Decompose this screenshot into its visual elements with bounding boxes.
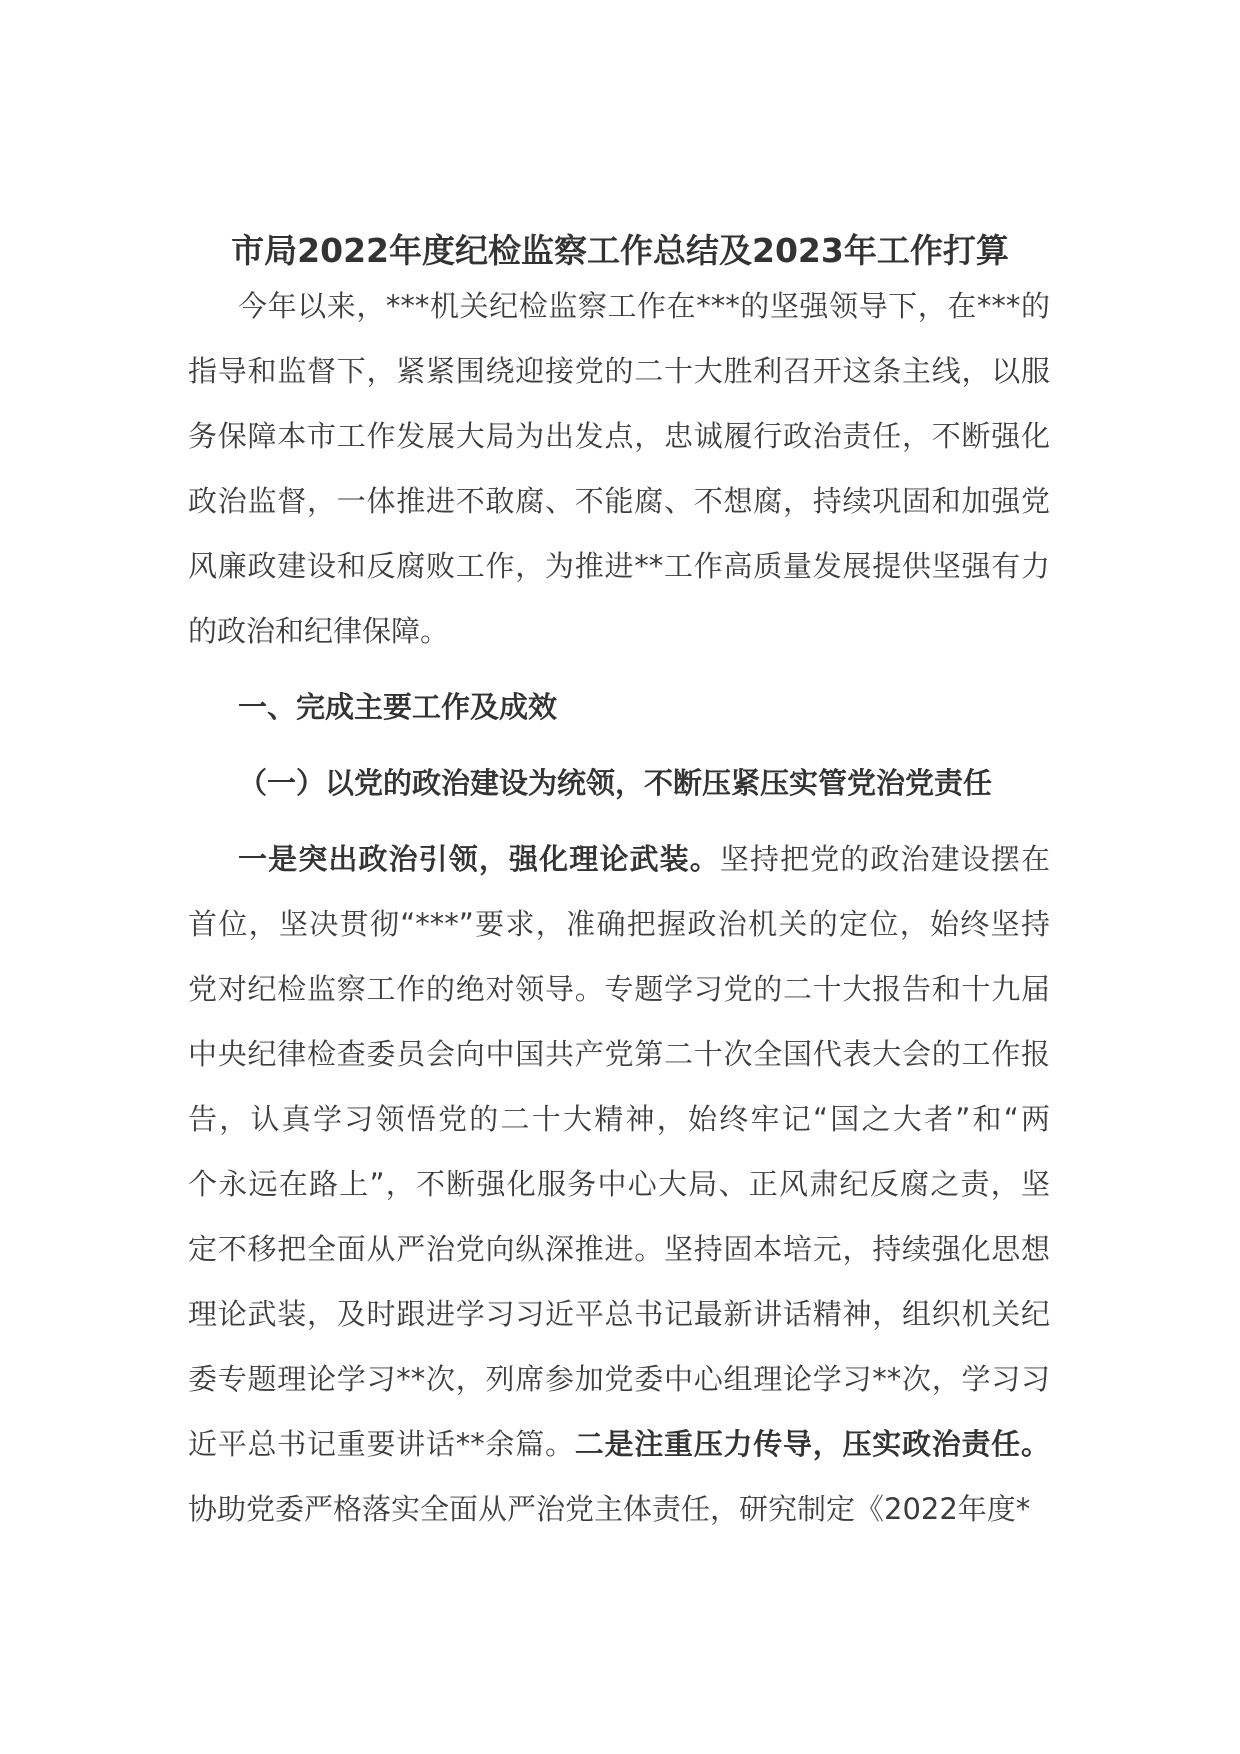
bold-text: 一是突出政治引领，强化理论武装。 — [238, 842, 720, 876]
text-line — [188, 675, 1050, 740]
body-text: 委专题理论学习**次，列席参加党委中心组理论学习**次，学习习 — [188, 1362, 1050, 1396]
text-line — [188, 751, 1050, 816]
body-text: 定不移把全面从严治党向纵深推进。坚持固本培元，持续强化思想 — [188, 1232, 1050, 1266]
text-line — [188, 469, 1050, 534]
body-text: 个永远在路上”，不断强化服务中心大局、正风肃纪反腐之责，坚 — [188, 1167, 1050, 1201]
body-text: 党对纪检监察工作的绝对领导。专题学习党的二十大报告和十九届 — [188, 972, 1050, 1006]
text-line — [188, 1022, 1050, 1087]
paragraph — [188, 827, 1050, 1542]
document-body — [188, 274, 1050, 1542]
document-title: 市局2022年度纪检监察工作总结及2023年工作打算 — [231, 231, 1009, 271]
text-line — [188, 274, 1050, 339]
text-line — [188, 534, 1050, 599]
text-line — [188, 339, 1050, 404]
section-heading — [188, 675, 1050, 740]
text-line — [188, 1217, 1050, 1282]
subsection-heading — [188, 751, 1050, 816]
body-text: 务保障本市工作发展大局为出发点，忠诚履行政治责任，不断强化 — [188, 419, 1050, 453]
text-line — [188, 1152, 1050, 1217]
body-text: 告，认真学习领悟党的二十大精神，始终牢记“国之大者”和“两 — [188, 1102, 1050, 1136]
body-text: 协助党委严格落实全面从严治党主体责任，研究制定《2022年度* — [188, 1492, 1031, 1526]
paragraph — [188, 274, 1050, 664]
text-line — [188, 1412, 1050, 1477]
body-text: 指导和监督下，紧紧围绕迎接党的二十大胜利召开这条主线，以服 — [188, 354, 1050, 388]
text-line — [188, 1282, 1050, 1347]
body-text: 近平总书记重要讲话**余篇。 — [188, 1427, 575, 1461]
body-text: 风廉政建设和反腐败工作，为推进**工作高质量发展提供坚强有力 — [188, 549, 1050, 583]
body-text: 首位，坚决贯彻“***”要求，准确把握政治机关的定位，始终坚持 — [188, 907, 1050, 941]
body-text: 理论武装，及时跟进学习习近平总书记最新讲话精神，组织机关纪 — [188, 1297, 1050, 1331]
text-line — [188, 1347, 1050, 1412]
body-text: 中央纪律检查委员会向中国共产党第二十次全国代表大会的工作报 — [188, 1037, 1050, 1071]
body-text: 坚持把党的政治建设摆在 — [719, 842, 1050, 876]
body-text: 今年以来，***机关纪检监察工作在***的坚强领导下，在***的 — [238, 289, 1050, 323]
bold-text: （一）以党的政治建设为统领，不断压紧压实管党治党责任 — [238, 766, 993, 800]
bold-text: 二是注重压力传导，压实政治责任。 — [574, 1427, 1050, 1461]
text-line — [188, 1477, 1050, 1542]
text-line — [188, 892, 1050, 957]
bold-text: 一、完成主要工作及成效 — [238, 690, 558, 724]
text-line — [188, 404, 1050, 469]
text-line — [188, 957, 1050, 1022]
text-line — [188, 827, 1050, 892]
text-line — [188, 1087, 1050, 1152]
text-line — [188, 599, 1050, 664]
body-text: 政治监督，一体推进不敢腐、不能腐、不想腐，持续巩固和加强党 — [188, 484, 1050, 518]
body-text: 的政治和纪律保障。 — [188, 614, 450, 648]
